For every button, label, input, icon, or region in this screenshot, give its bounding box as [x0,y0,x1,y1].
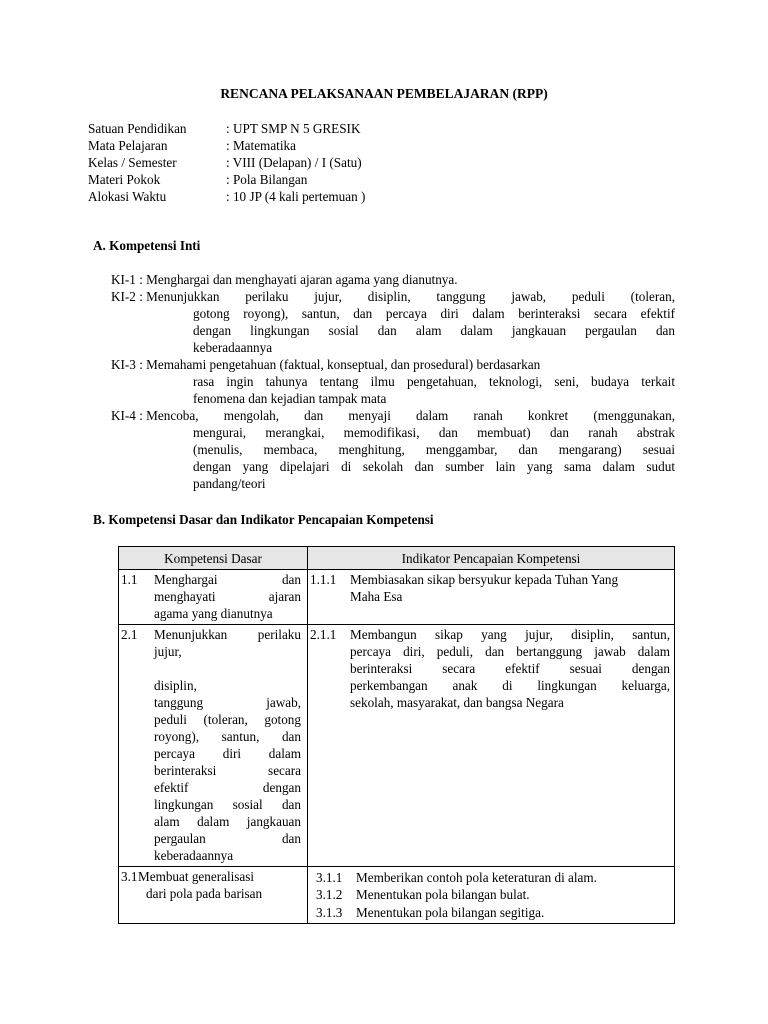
kd-text: royong), santun, dan [154,729,301,744]
indicator-number: 3.1.2 [316,887,343,903]
meta-value: : Pola Bilangan [226,172,308,187]
kd-text: percaya diri dalam [154,746,301,761]
indicator-number: 1.1.1 [310,572,337,587]
kd-text: Menunjukkan perilaku [154,627,301,642]
kd-text: Menghargai dan [154,572,301,587]
table-row [119,625,675,867]
meta-row [88,171,365,188]
ki-item [111,407,675,492]
ki-text: dengan lingkungan sosial dan alam dalam jangkauan pergaulan dan [193,323,675,338]
meta-row [88,120,365,137]
kd-text: keberadaannya [154,848,234,863]
kd-text: berinteraksi secara [154,763,301,778]
kd-text: tanggung jawab, [154,695,301,710]
kd-text: dari pola pada barisan [146,886,263,901]
kd-text: peduli (toleran, gotong [154,712,301,727]
table-row [119,570,675,625]
ki-text: pandang/teori [193,476,266,491]
document-title: RENCANA PELAKSANAAN PEMBELAJARAN (RPP) [220,86,548,101]
indicator-text: Maha Esa [350,589,403,604]
ki-item [111,271,675,288]
meta-row [88,137,365,154]
ki-text: rasa ingin tahunya tentang ilmu pengetahuan, teknologi, seni, budaya terkait [193,374,675,389]
indicator-number: 2.1.1 [310,627,337,642]
kd-text: alam dalam jangkauan [154,814,301,829]
ki-code: KI-4 : [111,408,147,423]
ki-code: KI-2 : [111,289,147,304]
indicator-text: percaya diri, peduli, dan bertanggung jawab dalam [350,644,670,659]
indicator-text: sekolah, masyarakat, dan bangsa Negara [350,695,564,710]
ki-code: KI-1 : [111,272,147,287]
kd-text: jujur, [154,644,182,659]
kd-text: efektif dengan [154,780,301,795]
meta-row [88,188,365,205]
ki-text: Menunjukkan perilaku jujur, disiplin, tanggung jawab, peduli (toleran, [146,289,675,304]
identity-block [88,120,365,205]
meta-label: Materi Pokok [88,172,161,187]
meta-label: Satuan Pendidikan [88,121,187,136]
ki-text: mengurai, merangkai, memodifikasi, dan membuat) dan ranah abstrak [193,425,675,440]
ki-code: KI-3 : [111,357,147,372]
kd-text: agama yang dianutnya [154,606,273,621]
kd-number: 1.1 [121,572,138,587]
indicator-item [316,869,670,886]
section-b-title: B. Kompetensi Dasar dan Indikator Pencapaian Kompetensi [93,512,434,527]
ki-text: Memahami pengetahuan (faktual, konseptual, dan prosedural) berdasarkan [146,357,541,372]
kd-text: Membuat generalisasi [138,869,255,884]
indicator-text: Membangun sikap yang jujur, disiplin, santun, [350,627,670,642]
meta-value: : UPT SMP N 5 GRESIK [226,121,361,136]
indicator-text: Memberikan contoh pola keteraturan di alam. [356,870,597,885]
indicator-number: 3.1.1 [316,870,343,885]
indicator-number: 3.1.3 [316,904,343,920]
kd-text: menghayati ajaran [154,589,301,604]
ki-text: fenomena dan kejadian tampak mata [193,391,387,406]
meta-label: Kelas / Semester [88,155,177,170]
indicator-text: perkembangan anak di lingkungan keluarga, [350,678,670,693]
ki-text: dengan yang dipelajari di sekolah dan sumber lain yang sama dalam sudut [193,459,675,474]
kd-text: disiplin, [154,678,197,693]
meta-label: Mata Pelajaran [88,138,168,153]
indicator-text: Menentukan pola bilangan bulat. [356,887,530,903]
ki-text: Mencoba, mengolah, dan menyaji dalam ranah konkret (menggunakan, [146,408,675,423]
kd-text: lingkungan sosial dan [154,797,301,812]
meta-label: Alokasi Waktu [88,189,167,204]
kd-text: pergaulan dan [154,831,301,846]
meta-row [88,154,365,171]
ki-text: keberadaannya [193,340,273,355]
indicator-item [316,886,670,903]
indicator-text: berinteraksi secara efektif sesuai dengan [350,661,670,676]
ki-text: (menulis, membaca, menghitung, menggambar, dan mengarang) sesuai [193,442,675,457]
ki-text: gotong royong), santun, dan percaya diri dalam berinteraksi secara efektif [193,306,675,321]
column-header-kd: Kompetensi Dasar [119,547,308,570]
ki-item [111,356,675,407]
table-row [119,867,675,924]
ki-text: Menghargai dan menghayati ajaran agama yang dianutnya. [146,272,458,287]
section-a-title: A. Kompetensi Inti [93,238,201,253]
column-header-indicator: Indikator Pencapaian Kompetensi [308,547,675,570]
indicator-text: Membiasakan sikap bersyukur kepada Tuhan Yang [350,572,619,587]
kd-number: 2.1 [121,627,138,642]
ki-item [111,288,675,356]
indicator-item [316,904,670,921]
competency-table [118,546,675,924]
meta-value: : 10 JP (4 kali pertemuan ) [226,189,366,204]
meta-value: : VIII (Delapan) / I (Satu) [226,155,362,170]
table-header-row [119,547,675,570]
kd-number: 3.1 [121,869,138,884]
indicator-text: Menentukan pola bilangan segitiga. [356,904,545,920]
meta-value: : Matematika [226,138,296,153]
